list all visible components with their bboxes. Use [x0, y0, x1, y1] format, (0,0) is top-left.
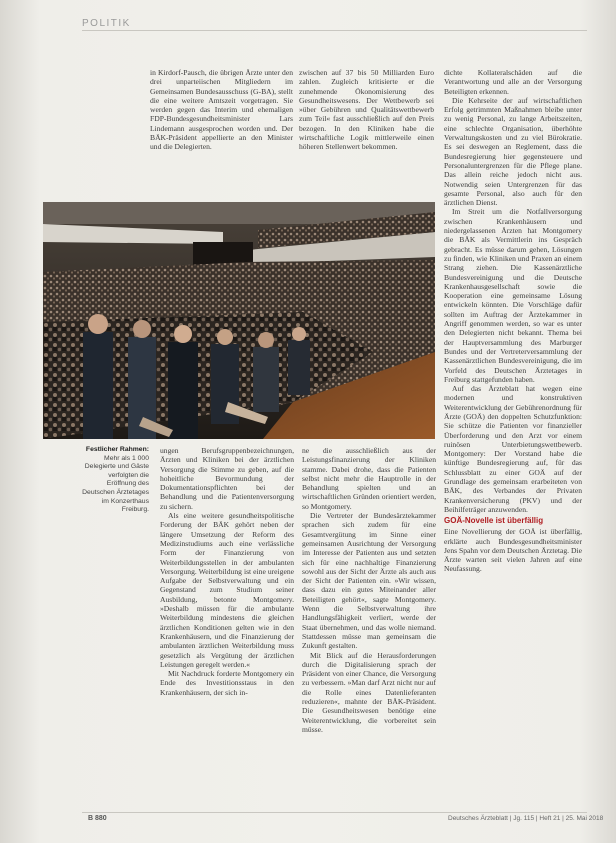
subheading: GOÄ-Novelle ist überfällig	[444, 516, 544, 526]
paragraph: Im Streit um die Notfallversorgung zwischen Krankenhäusern und niedergelassenen Ärzten hat Montgomery die BÄK als Vermittlerin ins Gespräch gebracht. Es müsse darum gehen, Lösungen zu finden, wie Kliniken und Praxen an einem Strang ziehen. Die Kassenärztliche Bundesvereinigung und die Deutsche Krankenhausgesellschaft sowie die Kooperation eine gemeinsame Lösung entwickeln könnten. Die Vorschläge dafür sollten im Auftrag der Ärztekammer in Angriff genommen werden, so war es unter den Delegierten nicht bekannt. Thema bei der Hauptversammlung des Marburger Bundes und der Vertreterversammlung der Kassenärztlichen Bundesvereinigung, die im Vorfeld des Deutschen Ärztetages in Freiburg stattgefunden haben.	[444, 207, 582, 384]
journal-citation: Deutsches Ärzteblatt | Jg. 115 | Heft 21 | 25. Mai 2018	[448, 815, 604, 822]
section-label: POLITIK	[82, 18, 131, 29]
column-right	[444, 68, 582, 810]
paragraph: ne die ausschließlich aus der Leistungsfinanzierung der Kliniken stamme. Dabei drohe, dass die Patienten selbst nicht mehr die Hauptrolle in der Behandlung spielten und an wirtschaftlichen Gründen orientiert werden, so Montgomery.	[302, 446, 436, 511]
paragraph: Mit Blick auf die Herausforderungen durch die Digitalisierung sprach der Präsident von einer Chance, die Versorgung zu verbessern. »Man darf Arzt nicht nur auf die Rolle eines Datenlieferanten reduzieren«, mahnte der BÄK-Präsident. Die Gesundheitswesen benötige eine Weiterentwicklung, die vorbereitet sein müsse.	[302, 650, 436, 734]
paragraph: Die Vertreter der Bundesärztekammer sprachen sich zudem für eine Gesamtvergütung im Sinne einer gemeinsamen Ausrichtung der Versorgung im Interesse der Patienten aus und setzten sich für eine nachhaltige Finanzierung sowohl aus der Sicht der Ärzte als auch aus der Sicht der Patienten ein. »Wir wissen, dass dazu ein gutes Miteinander aller Beteiligten gehört«, sagte Montgomery. Wenn die Selbstverwaltung ihre Handlungsfähigkeit verliert, werde der Staat übernehmen, und das wolle niemand. Stattdessen müsse man gemeinsam die Zukunft gestalten.	[302, 511, 436, 651]
column-top-middle	[299, 68, 434, 152]
paragraph: Auf das Ärzteblatt hat wegen eine modernen und konstruktiven Weiterentwicklung der Gebührenordnung für Ärzte (GOÄ) den doppelten Schutzfunktion: Sie schütze die Patienten vor finanzieller Überforderung und den Arzt vor einem ruinösen Unterbietungswettbewerb. Montgomery: Der Vorstand habe die künftige Bundesregierung auf, für das Schlussblatt zu einer GOÄ auf der Grundlage des gemeinsam erarbeiteten von BÄK, des Verbandes der Privaten Krankenversicherung (PKV) und der Beihilfeträger anzuwenden.	[444, 384, 582, 514]
paragraph: zwischen auf 37 bis 50 Milliarden Euro zahlen. Zugleich kritisierte er die zunehmende Ökonomisierung des Gesundheitswesens. Der Wettbewerb sei »über Gebühren und Qualitätswettbewerb zum Teil« fast ausschließlich auf den Preis bezogen. In den Kliniken habe die wirtschaftliche Logik mittlerweile einen höheren Stellenwert bekommen.	[299, 68, 434, 152]
column-bottom-middle	[302, 446, 436, 808]
paragraph: Die Kehrseite der auf wirtschaftlichen Erfolg getrimmten Maßnahmen bleibe unter zu wenig Personal, zu lange Arbeitszeiten, eine schlechte Organisation, überhöhte Verwaltungskosten und zu viel Bürokratie. Es sei deswegen an Reglement, dass die Bundesregierung hier gegensteuere und Personaluntergrenzen für die Pflege plane. Das allein reiche jedoch nicht aus. Notwendig seien Untergrenzen für das gesamte Personal, also auch für den ärztlichen Dienst.	[444, 95, 582, 208]
paragraph: dichte Kollateralschäden auf die Verantwortung und alle an der Versorgung Beteiligten erkennen.	[444, 68, 582, 96]
paragraph: Eine Novellierung der GOÄ ist überfällig, erklärte auch Bundesgesundheitsminister Jens Spahn vor dem Deutschen Ärztetag. Die Ärzte warten seit vielen Jahren auf eine Neufassung.	[444, 527, 582, 574]
footer-rule	[82, 812, 587, 813]
caption-lead: Festlicher Rahmen:	[85, 446, 149, 453]
column-top-left	[150, 68, 293, 152]
column-bottom-left	[160, 446, 294, 808]
paragraph: in Kirdorf-Pausch, die übrigen Ärzte unter den drei unparteiischen Mitgliedern im Gemeinsamen Bundesausschuss (G-BA), stellt die eine weitere Amtszeit vorgetragen. Sie werden gegen das Interim und ehemaligen FDP-Bundesgesundheitsminister Lars Lindemann ausgesprochen worden und. Der BÄK-Präsident appellierte an den Minister und die Delegierten.	[150, 68, 293, 152]
paragraph: ungen Berufsgruppenbezeichnungen, Ärzten und Kliniken bei der ärztlichen Versorgung die Stimme zu geben, auf die hoheitliche Bevormundung der Dokumentationspflichten bei der Behandlung und die Patientenversorgung zu sichern.	[160, 446, 294, 511]
paragraph: Als eine weitere gesundheitspolitische Forderung der BÄK gehört neben der längere Umsetzung der Reform des Medizinstudiums auch eine verlässliche Form der Finanzierung von Weiterbildungsstellen in der ambulanten Versorgung. Weiterbildung ist eine ureigene Aufgabe der Selbstverwaltung und ein Gegenstand zum Studium seiner Ausbildung, betonte Montgomery. »Deshalb müssen für die ambulante Weiterbildung mindestens die gleichen ärztlichen Konditionen gelten wie in den Krankenhäusern, und die Finanzierung der ambulanten ärztlichen Weiterbildung muss gesetzlich als Vergütung der ärztlichen Leistungen geregelt werden.«	[160, 511, 294, 669]
photo-caption	[79, 446, 149, 515]
paragraph: Mit Nachdruck forderte Montgomery ein Ende des Investitionsstaus in den Krankenhäusern, der sich in-	[160, 669, 294, 697]
header-rule	[82, 30, 587, 31]
page-number: B 880	[88, 815, 107, 822]
caption-text: Mehr als 1 000 Delegierte und Gäste verfolgten die Eröffnung des Deutschen Ärztetages im Konzerthaus Freiburg.	[82, 454, 149, 514]
audience-photo	[43, 202, 435, 439]
